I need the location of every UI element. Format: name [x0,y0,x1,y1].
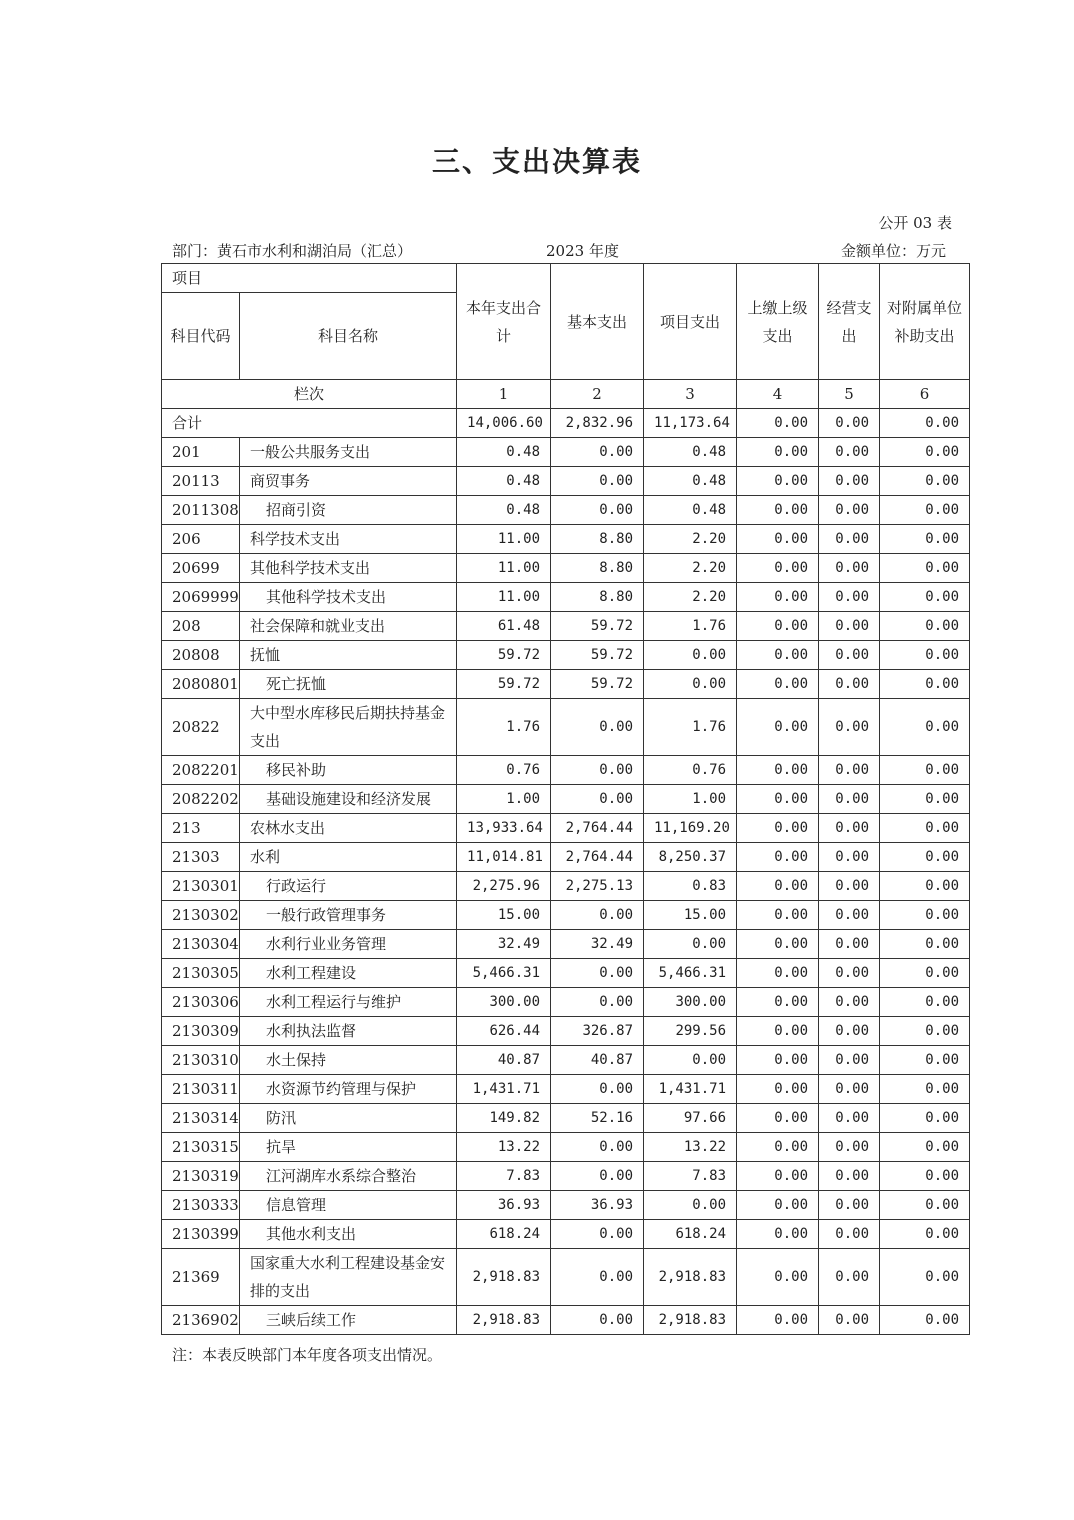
amount-cell: 0.00 [880,670,970,699]
amount-cell: 1.76 [644,699,737,756]
amount-cell: 0.00 [880,1220,970,1249]
amount-cell: 0.76 [644,756,737,785]
lanci-row [162,380,970,409]
subject-code: 2130306 [162,988,240,1017]
amount-cell: 0.00 [737,959,819,988]
amount-cell: 0.00 [551,438,644,467]
amount-cell: 0.00 [819,641,880,670]
header-total: 本年支出合计 [457,264,551,380]
amount-cell: 0.00 [880,1104,970,1133]
amount-cell: 0.00 [551,1220,644,1249]
form-number: 公开 03 表 [878,214,952,232]
amount-unit: 金额单位：万元 [840,242,946,260]
subject-name: 行政运行 [240,872,457,901]
amount-cell: 0.00 [737,814,819,843]
amount-cell: 0.00 [737,699,819,756]
total-value: 0.00 [819,409,880,438]
amount-cell: 0.00 [737,1191,819,1220]
amount-cell: 0.00 [551,467,644,496]
amount-cell: 300.00 [644,988,737,1017]
table-row [162,901,970,930]
subject-name: 水利 [240,843,457,872]
amount-cell: 0.00 [819,525,880,554]
header-subsidy: 对附属单位补助支出 [880,264,970,380]
amount-cell: 0.00 [819,1191,880,1220]
page-title: 三、支出决算表 [431,145,642,178]
amount-cell: 0.00 [880,467,970,496]
subject-code: 20699 [162,554,240,583]
amount-cell: 61.48 [457,612,551,641]
amount-cell: 8.80 [551,554,644,583]
amount-cell: 59.72 [457,641,551,670]
amount-cell: 59.72 [457,670,551,699]
amount-cell: 1.76 [644,612,737,641]
amount-cell: 618.24 [457,1220,551,1249]
subject-name: 科学技术支出 [240,525,457,554]
amount-cell: 0.48 [644,467,737,496]
amount-cell: 0.00 [737,525,819,554]
amount-cell: 0.00 [819,612,880,641]
amount-cell: 13.22 [457,1133,551,1162]
total-row [162,409,970,438]
amount-cell: 40.87 [551,1046,644,1075]
amount-cell: 0.00 [819,438,880,467]
amount-cell: 97.66 [644,1104,737,1133]
amount-cell: 0.00 [737,872,819,901]
amount-cell: 0.00 [819,872,880,901]
amount-cell: 0.00 [644,930,737,959]
amount-cell: 0.00 [551,959,644,988]
amount-cell: 0.00 [737,901,819,930]
amount-cell: 0.00 [819,1220,880,1249]
amount-cell: 32.49 [457,930,551,959]
subject-code: 2130399 [162,1220,240,1249]
amount-cell: 0.00 [737,930,819,959]
amount-cell: 0.00 [819,901,880,930]
amount-cell: 2,918.83 [457,1249,551,1306]
table-row [162,554,970,583]
subject-code: 2130319 [162,1162,240,1191]
amount-cell: 13.22 [644,1133,737,1162]
col-num: 5 [819,380,880,409]
subject-code: 2069999 [162,583,240,612]
amount-cell: 0.00 [880,699,970,756]
amount-cell: 0.00 [819,1162,880,1191]
amount-cell: 0.00 [551,1162,644,1191]
amount-cell: 0.00 [819,1017,880,1046]
amount-cell: 0.00 [551,1306,644,1335]
subject-name: 三峡后续工作 [240,1306,457,1335]
subject-name: 社会保障和就业支出 [240,612,457,641]
amount-cell: 2.20 [644,554,737,583]
amount-cell: 0.00 [737,1046,819,1075]
subject-code: 21369 [162,1249,240,1306]
amount-cell: 0.00 [551,988,644,1017]
amount-cell: 0.00 [551,496,644,525]
amount-cell: 0.00 [880,583,970,612]
subject-code: 2080801 [162,670,240,699]
amount-cell: 0.00 [737,670,819,699]
amount-cell: 0.00 [819,1249,880,1306]
total-value: 14,006.60 [457,409,551,438]
amount-cell: 11.00 [457,554,551,583]
amount-cell: 2,764.44 [551,814,644,843]
table-row [162,612,970,641]
col-num: 2 [551,380,644,409]
amount-cell: 32.49 [551,930,644,959]
table-row [162,1046,970,1075]
amount-cell: 52.16 [551,1104,644,1133]
amount-cell: 5,466.31 [457,959,551,988]
subject-name: 其他科学技术支出 [240,583,457,612]
table-row [162,467,970,496]
amount-cell: 0.00 [880,901,970,930]
amount-cell: 15.00 [457,901,551,930]
amount-cell: 0.00 [644,641,737,670]
amount-cell: 13,933.64 [457,814,551,843]
amount-cell: 0.00 [819,930,880,959]
amount-cell: 0.00 [819,583,880,612]
table-row [162,988,970,1017]
subject-code: 2130309 [162,1017,240,1046]
col-num: 6 [880,380,970,409]
amount-cell: 0.00 [551,1249,644,1306]
amount-cell: 7.83 [457,1162,551,1191]
subject-code: 2130314 [162,1104,240,1133]
table-row [162,1191,970,1220]
amount-cell: 40.87 [457,1046,551,1075]
amount-cell: 0.00 [819,785,880,814]
subject-name: 水利工程建设 [240,959,457,988]
subject-code: 2130310 [162,1046,240,1075]
table-row [162,756,970,785]
subject-name: 一般公共服务支出 [240,438,457,467]
header-name: 科目名称 [240,293,457,380]
table-row [162,930,970,959]
table-row [162,785,970,814]
amount-cell: 2,275.96 [457,872,551,901]
amount-cell: 0.00 [819,670,880,699]
header-code: 科目代码 [162,293,240,380]
amount-cell: 0.00 [644,670,737,699]
amount-cell: 0.83 [644,872,737,901]
subject-name: 抚恤 [240,641,457,670]
amount-cell: 36.93 [457,1191,551,1220]
amount-cell: 36.93 [551,1191,644,1220]
amount-cell: 0.00 [551,785,644,814]
amount-cell: 1.00 [644,785,737,814]
amount-cell: 0.00 [819,554,880,583]
table-row [162,583,970,612]
amount-cell: 2,275.13 [551,872,644,901]
amount-cell: 0.00 [819,756,880,785]
amount-cell: 2,918.83 [644,1306,737,1335]
amount-cell: 300.00 [457,988,551,1017]
amount-cell: 2,764.44 [551,843,644,872]
table-row [162,1075,970,1104]
amount-cell: 0.00 [737,554,819,583]
amount-cell: 0.00 [737,641,819,670]
amount-cell: 0.00 [551,1133,644,1162]
subject-code: 2130315 [162,1133,240,1162]
amount-cell: 0.00 [551,756,644,785]
amount-cell: 0.00 [819,1046,880,1075]
table-row [162,641,970,670]
subject-code: 20113 [162,467,240,496]
amount-cell: 0.00 [737,496,819,525]
table-row [162,959,970,988]
table-row [162,670,970,699]
table-row [162,1104,970,1133]
table-row [162,1249,970,1306]
subject-code: 2082202 [162,785,240,814]
col-num: 3 [644,380,737,409]
amount-cell: 0.00 [880,1017,970,1046]
amount-cell: 0.00 [819,1104,880,1133]
total-label: 合计 [162,409,457,438]
amount-cell: 0.00 [880,785,970,814]
amount-cell: 299.56 [644,1017,737,1046]
total-value: 11,173.64 [644,409,737,438]
subject-name: 水资源节约管理与保护 [240,1075,457,1104]
amount-cell: 0.00 [737,785,819,814]
table-row [162,699,970,756]
amount-cell: 0.00 [819,988,880,1017]
subject-name: 其他水利支出 [240,1220,457,1249]
amount-cell: 0.00 [819,959,880,988]
col-num: 1 [457,380,551,409]
amount-cell: 2,918.83 [644,1249,737,1306]
subject-code: 206 [162,525,240,554]
table-row [162,1220,970,1249]
subject-name: 农林水支出 [240,814,457,843]
amount-cell: 11,014.81 [457,843,551,872]
amount-cell: 0.00 [737,583,819,612]
subject-name: 移民补助 [240,756,457,785]
header-basic: 基本支出 [551,264,644,380]
amount-cell: 0.00 [880,1191,970,1220]
table-row [162,496,970,525]
amount-cell: 0.00 [737,1220,819,1249]
amount-cell: 0.00 [880,959,970,988]
amount-cell: 0.00 [819,467,880,496]
amount-cell: 0.48 [457,467,551,496]
amount-cell: 0.00 [737,1133,819,1162]
amount-cell: 0.00 [819,843,880,872]
amount-cell: 0.00 [880,612,970,641]
table-row [162,438,970,467]
subject-name: 其他科学技术支出 [240,554,457,583]
amount-cell: 0.00 [737,988,819,1017]
amount-cell: 0.00 [880,1133,970,1162]
subject-code: 2130311 [162,1075,240,1104]
amount-cell: 0.00 [880,641,970,670]
amount-cell: 0.00 [644,1046,737,1075]
subject-name: 基础设施建设和经济发展 [240,785,457,814]
subject-name: 江河湖库水系综合整治 [240,1162,457,1191]
header-item: 项目 [162,264,457,293]
amount-cell: 0.00 [880,1075,970,1104]
header-project: 项目支出 [644,264,737,380]
table-row [162,872,970,901]
amount-cell: 0.00 [737,756,819,785]
amount-cell: 1.00 [457,785,551,814]
amount-cell: 0.00 [551,699,644,756]
subject-code: 21303 [162,843,240,872]
amount-cell: 8.80 [551,583,644,612]
amount-cell: 0.00 [880,843,970,872]
amount-cell: 0.76 [457,756,551,785]
amount-cell: 618.24 [644,1220,737,1249]
amount-cell: 0.00 [819,1075,880,1104]
amount-cell: 1.76 [457,699,551,756]
table-row [162,1017,970,1046]
table-note: 注：本表反映部门本年度各项支出情况。 [172,1346,443,1364]
subject-code: 201 [162,438,240,467]
amount-cell: 5,466.31 [644,959,737,988]
amount-cell: 0.00 [737,1162,819,1191]
amount-cell: 0.00 [880,988,970,1017]
amount-cell: 0.48 [457,496,551,525]
amount-cell: 59.72 [551,641,644,670]
amount-cell: 0.48 [457,438,551,467]
subject-name: 国家重大水利工程建设基金安排的支出 [240,1249,457,1306]
amount-cell: 59.72 [551,612,644,641]
amount-cell: 11,169.20 [644,814,737,843]
subject-code: 2130302 [162,901,240,930]
amount-cell: 0.48 [644,438,737,467]
amount-cell: 0.00 [737,843,819,872]
amount-cell: 8.80 [551,525,644,554]
amount-cell: 0.00 [880,438,970,467]
subject-name: 水利工程运行与维护 [240,988,457,1017]
subject-code: 2136902 [162,1306,240,1335]
amount-cell: 0.00 [819,1133,880,1162]
table-row [162,1133,970,1162]
amount-cell: 0.00 [737,1017,819,1046]
subject-name: 水利执法监督 [240,1017,457,1046]
amount-cell: 0.00 [880,930,970,959]
amount-cell: 149.82 [457,1104,551,1133]
amount-cell: 0.00 [551,901,644,930]
subject-code: 20808 [162,641,240,670]
subject-name: 抗旱 [240,1133,457,1162]
fiscal-year: 2023 年度 [546,242,619,260]
table-row [162,525,970,554]
subject-code: 2011308 [162,496,240,525]
subject-name: 死亡抚恤 [240,670,457,699]
table-row [162,814,970,843]
amount-cell: 0.00 [737,467,819,496]
amount-cell: 59.72 [551,670,644,699]
amount-cell: 2.20 [644,525,737,554]
amount-cell: 0.00 [880,814,970,843]
subject-name: 一般行政管理事务 [240,901,457,930]
amount-cell: 0.00 [737,438,819,467]
amount-cell: 11.00 [457,583,551,612]
amount-cell: 0.00 [644,1191,737,1220]
amount-cell: 0.00 [737,1306,819,1335]
subject-code: 20822 [162,699,240,756]
amount-cell: 0.00 [819,699,880,756]
amount-cell: 0.00 [819,814,880,843]
amount-cell: 0.48 [644,496,737,525]
amount-cell: 2,918.83 [457,1306,551,1335]
subject-name: 水土保持 [240,1046,457,1075]
amount-cell: 0.00 [737,612,819,641]
amount-cell: 0.00 [880,1046,970,1075]
amount-cell: 0.00 [880,1306,970,1335]
header-business: 经营支出 [819,264,880,380]
amount-cell: 7.83 [644,1162,737,1191]
amount-cell: 0.00 [819,496,880,525]
table-row [162,843,970,872]
amount-cell: 0.00 [880,554,970,583]
subject-code: 2130304 [162,930,240,959]
subject-name: 信息管理 [240,1191,457,1220]
amount-cell: 0.00 [880,1162,970,1191]
amount-cell: 0.00 [737,1249,819,1306]
header-lanci: 栏次 [162,380,457,409]
subject-code: 2130301 [162,872,240,901]
amount-cell: 11.00 [457,525,551,554]
amount-cell: 1,431.71 [644,1075,737,1104]
subject-code: 2130333 [162,1191,240,1220]
department-label: 部门：黄石市水利和湖泊局（汇总） [172,242,413,260]
amount-cell: 0.00 [880,872,970,901]
amount-cell: 0.00 [551,1075,644,1104]
amount-cell: 626.44 [457,1017,551,1046]
amount-cell: 0.00 [880,525,970,554]
subject-code: 208 [162,612,240,641]
amount-cell: 15.00 [644,901,737,930]
amount-cell: 0.00 [880,756,970,785]
amount-cell: 0.00 [880,1249,970,1306]
subject-name: 商贸事务 [240,467,457,496]
expenditure-table [161,263,970,1335]
total-value: 2,832.96 [551,409,644,438]
table-row [162,1306,970,1335]
subject-name: 招商引资 [240,496,457,525]
col-num: 4 [737,380,819,409]
amount-cell: 0.00 [737,1075,819,1104]
header-upper: 上缴上级支出 [737,264,819,380]
amount-cell: 1,431.71 [457,1075,551,1104]
subject-code: 2130305 [162,959,240,988]
subject-name: 大中型水库移民后期扶持基金支出 [240,699,457,756]
table-row [162,1162,970,1191]
amount-cell: 0.00 [737,1104,819,1133]
amount-cell: 326.87 [551,1017,644,1046]
amount-cell: 0.00 [880,496,970,525]
subject-name: 防汛 [240,1104,457,1133]
amount-cell: 0.00 [819,1306,880,1335]
amount-cell: 8,250.37 [644,843,737,872]
subject-name: 水利行业业务管理 [240,930,457,959]
amount-cell: 2.20 [644,583,737,612]
total-value: 0.00 [737,409,819,438]
subject-code: 2082201 [162,756,240,785]
subject-code: 213 [162,814,240,843]
total-value: 0.00 [880,409,970,438]
